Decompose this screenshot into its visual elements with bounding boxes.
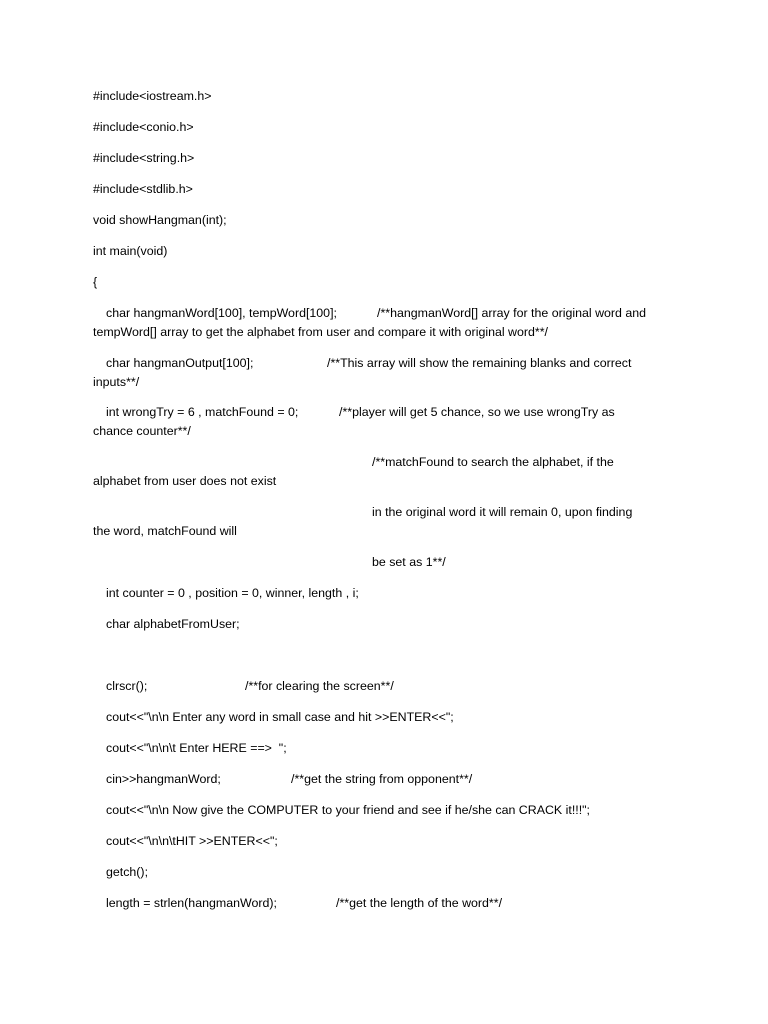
clrscr-comment: /**for clearing the screen**/ <box>245 679 394 693</box>
decl2-comment-b: inputs**/ <box>93 375 140 389</box>
open-brace: { <box>93 275 98 289</box>
include-conio: #include<conio.h> <box>93 120 194 134</box>
decl2-code: char hangmanOutput[100]; <box>106 356 254 370</box>
matchfound-comment-3: be set as 1**/ <box>372 555 446 569</box>
strlen-code: length = strlen(hangmanWord); <box>106 896 277 910</box>
cout-hit-enter: cout<<"\n\n\tHIT >>ENTER<<"; <box>106 834 278 848</box>
decl4: int counter = 0 , position = 0, winner, length , i; <box>106 586 359 600</box>
cout-give-computer: cout<<"\n\n Now give the COMPUTER to your friend and see if he/she can CRACK it!!!"; <box>106 803 590 817</box>
matchfound-comment-1b: alphabet from user does not exist <box>93 474 277 488</box>
include-string: #include<string.h> <box>93 151 195 165</box>
matchfound-comment-1a: /**matchFound to search the alphabet, if the <box>372 455 614 469</box>
decl1-code: char hangmanWord[100], tempWord[100]; <box>106 306 337 320</box>
function-prototype: void showHangman(int); <box>93 213 227 227</box>
include-stdlib: #include<stdlib.h> <box>93 182 193 196</box>
decl3-comment-a: /**player will get 5 chance, so we use wrongTry as <box>339 405 615 419</box>
getch-call: getch(); <box>106 865 149 879</box>
cout-enter-word: cout<<"\n\n Enter any word in small case and hit >>ENTER<<"; <box>106 710 454 724</box>
decl1-comment-a: /**hangmanWord[] array for the original word and <box>377 306 647 320</box>
strlen-comment: /**get the length of the word**/ <box>336 896 503 910</box>
decl1-comment-b: tempWord[] array to get the alphabet from user and compare it with original word**/ <box>93 325 549 339</box>
decl5: char alphabetFromUser; <box>106 617 240 631</box>
main-signature: int main(void) <box>93 244 168 258</box>
decl3-code: int wrongTry = 6 , matchFound = 0; <box>106 405 299 419</box>
clrscr-code: clrscr(); <box>106 679 148 693</box>
cout-enter-here: cout<<"\n\n\t Enter HERE ==> "; <box>106 741 287 755</box>
matchfound-comment-2a: in the original word it will remain 0, upon finding <box>372 505 633 519</box>
include-iostream: #include<iostream.h> <box>93 89 212 103</box>
cin-code: cin>>hangmanWord; <box>106 772 221 786</box>
cin-comment: /**get the string from opponent**/ <box>291 772 473 786</box>
decl2-comment-a: /**This array will show the remaining blanks and correct <box>327 356 632 370</box>
decl3-comment-b: chance counter**/ <box>93 424 191 438</box>
matchfound-comment-2b: the word, matchFound will <box>93 524 237 538</box>
